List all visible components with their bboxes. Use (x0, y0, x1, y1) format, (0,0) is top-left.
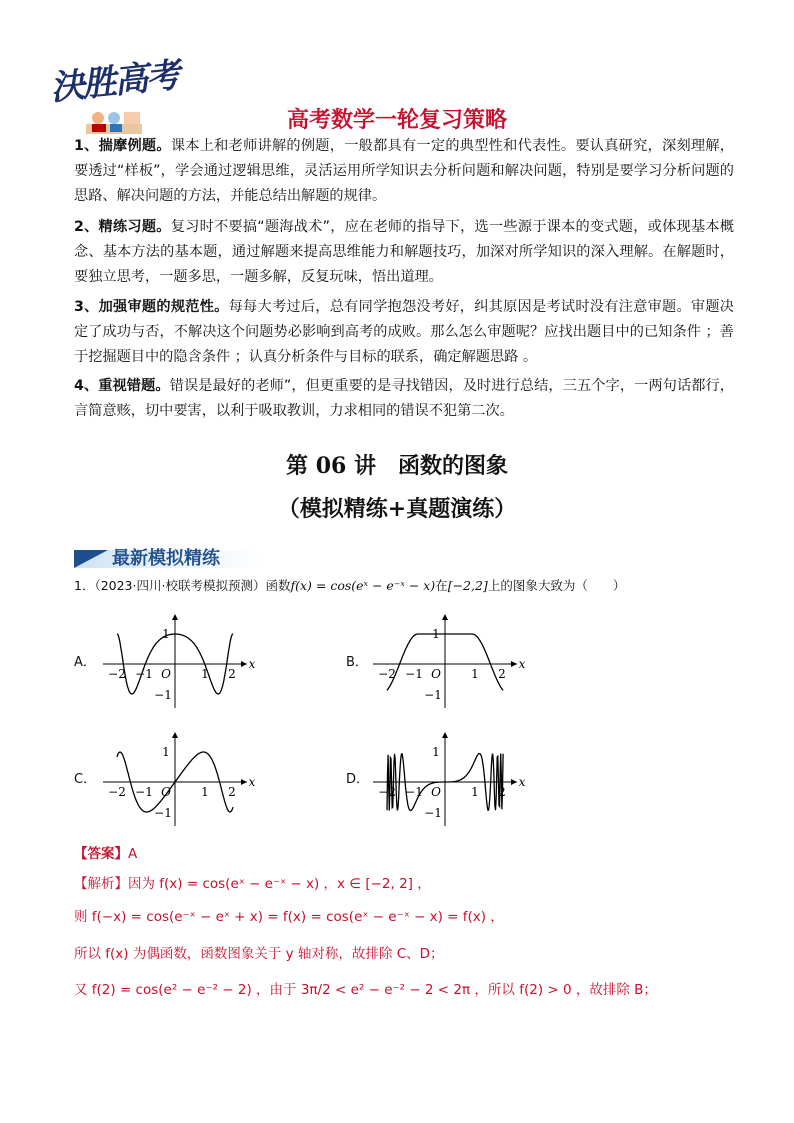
analysis-line-4: 又 f(2) = cos(e² − e⁻² − 2) ，由于 3π/2 < e² − e⁻² − 2 < 2π ，所以 f(2) > 0 ，故排除 B； (74, 982, 657, 998)
x-axis-label: x (248, 657, 256, 671)
strategy-body: 课本上和老师讲解的例题，一般都具有一定的典型性和代表性。要认真研究，深刻理解，要透过“样板”，学会通过逻辑思维，灵活运用所学知识去分析问题和解决问题，特别是要学习分析问题的思路、解决问题的方法，并能总结出解题的规律。 (74, 138, 734, 204)
question-mid: 在 (435, 578, 448, 593)
strategy-head: 2、精练习题。 (74, 219, 171, 235)
tick-label-one: 1 (471, 785, 479, 799)
y-tick-label-neg-one: −1 (424, 806, 442, 820)
section-title: 最新模拟精练 (112, 548, 220, 569)
origin-label: O (431, 667, 441, 681)
y-axis-arrow-icon (172, 732, 178, 738)
logo-text: 決胜高考 (48, 55, 181, 109)
question-pre: 函数 (265, 578, 291, 593)
tick-label-neg-two: −2 (108, 667, 126, 681)
x-axis-arrow-icon (511, 779, 517, 785)
question-function: f(x) = cos(eˣ − e⁻ˣ − x) (290, 578, 436, 593)
strategy-body: 复习时不要搞“题海战术”，应在老师的指导下，选一些源于课本的变式题，或体现基本概念、基本方法的基本题，通过解题来提高思维能力和解题技巧，加深对所学知识的深入理解。在解题时，要独立思考，一题多思，一题多解，反复玩味，悟出道理。 (74, 219, 735, 285)
option-c-graph (95, 730, 265, 830)
tick-label-two: 2 (498, 667, 506, 681)
question-source: （2023·四川·校联考模拟预测） (94, 578, 266, 593)
question-stem (74, 576, 625, 594)
tick-label-two: 2 (228, 785, 236, 799)
strategy-1 (74, 134, 734, 209)
strategy-3 (74, 295, 734, 370)
origin-label: O (161, 667, 171, 681)
section-header (74, 544, 264, 568)
option-b-graph (365, 612, 535, 712)
option-d-label: D． (346, 772, 370, 787)
analysis-line-2: 则 f(−x) = cos(e⁻ˣ − eˣ + x) = f(x) = cos(eˣ − e⁻ˣ − x) = f(x) ， (74, 909, 504, 925)
strategy-head: 1、揣摩例题。 (74, 138, 171, 154)
x-axis-label: x (248, 775, 256, 789)
question-interval: [−2,2] (447, 578, 488, 593)
strategy-4 (74, 374, 734, 424)
tick-label-neg-two: −2 (378, 667, 396, 681)
option-b-label: B． (346, 655, 368, 670)
y-axis-arrow-icon (442, 732, 448, 738)
option-d-graph (365, 730, 535, 830)
strategy-head: 4、重视错题。 (74, 378, 170, 394)
strategy-body: 错误是最好的老师”，但更重要的是寻找错因，及时进行总结，三五个字，一两句话都行，言简意赅，切中要害，以利于吸取教训，力求相同的错误不犯第二次。 (74, 378, 734, 419)
answer-tag: 【答案】 (74, 846, 128, 862)
lecture-title: 第 06 讲 函数的图象 (286, 453, 508, 479)
x-axis-arrow-icon (241, 661, 247, 667)
option-a-label: A． (74, 655, 96, 670)
question-number: 1． (74, 578, 95, 593)
y-tick-label-one: 1 (432, 627, 440, 641)
strategy-head: 3、加强审题的规范性。 (74, 299, 229, 315)
answer-value: A (128, 846, 138, 862)
answer-line (74, 842, 137, 862)
tick-label-one: 1 (201, 785, 209, 799)
y-tick-label-one: 1 (162, 627, 170, 641)
tick-label-neg-one: −1 (405, 785, 423, 799)
tick-label-neg-one: −1 (405, 667, 423, 681)
x-axis-label: x (518, 775, 526, 789)
analysis-line-3: 所以 f(x) 为偶函数，函数图象关于 y 轴对称，故排除 C、D； (74, 946, 444, 962)
tick-label-two: 2 (498, 785, 506, 799)
option-a-graph (95, 612, 265, 712)
tick-label-neg-two: −2 (108, 785, 126, 799)
origin-label: O (431, 785, 441, 799)
y-tick-label-one: 1 (162, 745, 170, 759)
strategy-body: 每每大考过后，总有同学抱怨没考好，纠其原因是考试时没有注意审题。审题决定了成功与否，不解决这个问题势必影响到高考的成败。那么怎么审题呢？应找出题目中的已知条件 ；善于挖掘题目中的隐含条件 ；认真分析条件与目标的联系，确定解题思路 。 (74, 299, 734, 365)
page-title: 高考数学一轮复习策略 (286, 108, 507, 133)
question-post: 上的图象大致为（ ） (487, 578, 626, 593)
tick-label-one: 1 (471, 667, 479, 681)
x-axis-arrow-icon (511, 661, 517, 667)
y-tick-label-neg-one: −1 (154, 806, 172, 820)
x-axis-arrow-icon (241, 779, 247, 785)
x-axis-label: x (518, 657, 526, 671)
analysis-line-1: 【解析】因为 f(x) = cos(eˣ − e⁻ˣ − x) ，x ∈ [−2, 2] ， (74, 876, 431, 892)
tick-label-neg-two: −2 (378, 785, 396, 799)
tick-label-neg-one: −1 (135, 785, 153, 799)
lecture-subtitle: （模拟精练+真题演练） (277, 496, 517, 522)
y-axis-arrow-icon (172, 614, 178, 620)
origin-label: O (161, 785, 171, 799)
strategy-2 (74, 215, 734, 290)
y-axis-arrow-icon (442, 614, 448, 620)
tick-label-two: 2 (228, 667, 236, 681)
option-c-label: C． (74, 772, 97, 787)
tick-label-one: 1 (201, 667, 209, 681)
y-tick-label-one: 1 (432, 745, 440, 759)
y-tick-label-neg-one: −1 (424, 688, 442, 702)
y-tick-label-neg-one: −1 (154, 688, 172, 702)
tick-label-neg-one: −1 (135, 667, 153, 681)
